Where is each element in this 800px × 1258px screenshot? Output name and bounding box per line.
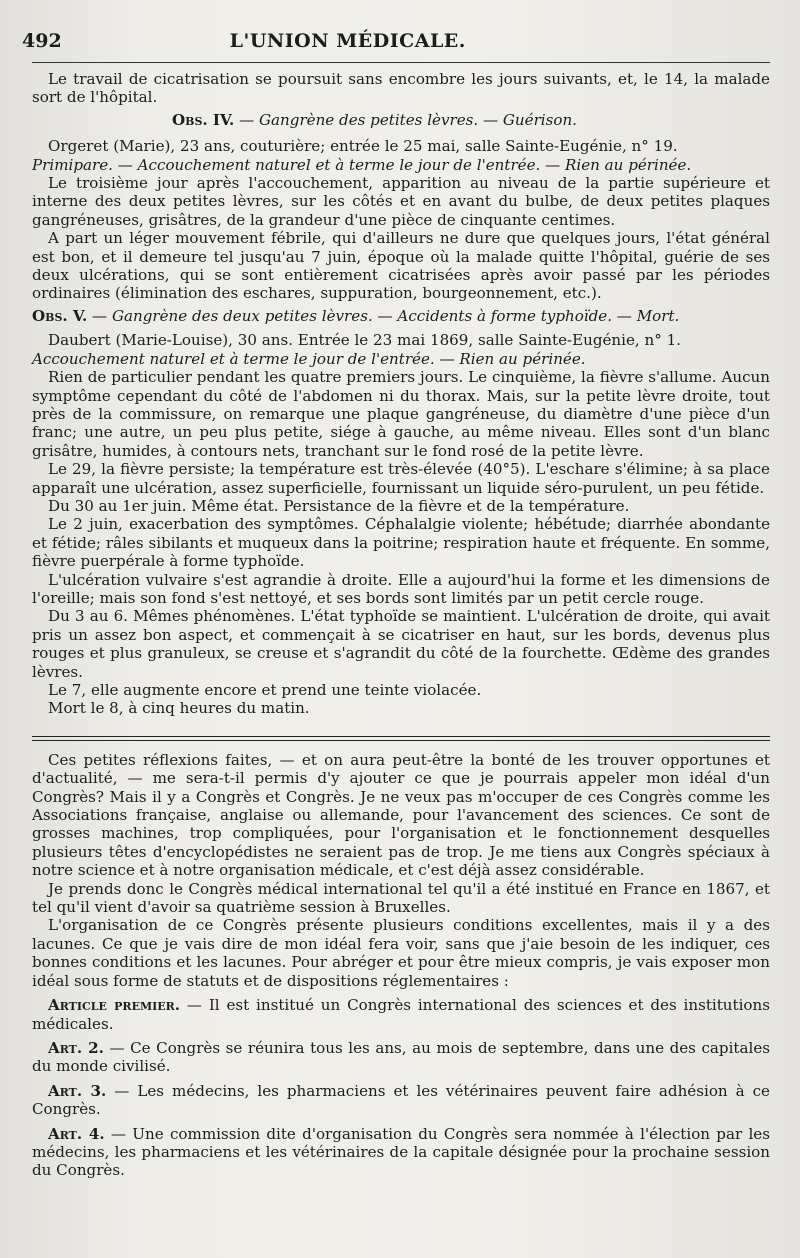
article-1: Article premier. — Il est institué un Congrès international des sciences et des institutions médicales. — [32, 996, 770, 1033]
paragraph: Du 3 au 6. Mêmes phénomènes. L'état typhoïde se maintient. L'ulcération de droite, qui avait pris un assez bon aspect, et commençait à se cicatriser en haut, sur les bords, devenus plus rouges et plus granuleux, se creuse et s'agrandit du côté de la fourchette. Œdème des grandes lèvres. — [32, 607, 770, 681]
paragraph: Accouchement naturel et à terme le jour de l'entrée. — Rien au périnée. — [32, 349, 586, 368]
paragraph: Rien de particulier pendant les quatre premiers jours. Le cinquième, la fièvre s'allume. Aucun symptôme cependant du côté de l'abdomen ni du thorax. Mais, sur la petite lèvre droite, tout près de la commissure, on remarque une plaque gangréneuse, du diamètre d'une pièce d'un franc; une autre, un peu plus petite, siége à gauche, au même niveau. Elles sont d'un blanc grisâtre, humides, à contours nets, tranchant sur le fond rosé de la petite lèvre. — [32, 368, 770, 460]
page-number: 492 — [22, 30, 62, 52]
paragraph: Je prends donc le Congrès médical international tel qu'il a été institué en France en 1867, et tel qu'il vient d'avoir sa quatrième session à Bruxelles. — [32, 879, 770, 917]
journal-title: L'UNION MÉDICALE. — [229, 30, 466, 52]
paragraph: Le 2 juin, exacerbation des symptômes. Céphalalgie violente; hébétude; diarrhée abondante et fétide; râles sibilants et muqueux dans la poitrine; respiration haute et fréquente. En somme, fièvre puerpérale à forme typhoïde. — [32, 515, 770, 571]
article-4: Art. 4. — Une commission dite d'organisation du Congrès sera nommée à l'élection par les médecins, les pharmaciens et les vétérinaires de la capitale désignée pour la prochaine session du Congrès. — [32, 1124, 770, 1180]
paragraph: Du 30 au 1er juin. Même état. Persistance de la fièvre et de la température. — [48, 496, 630, 515]
article-body — [32, 70, 770, 1180]
paragraph: L'organisation de ce Congrès présente plusieurs conditions excellentes, mais il y a des lacunes. Ce que je vais dire de mon idéal fera voir, sans que j'aie besoin de les indiquer, ces bonnes conditions et les lacunes. Pour abréger et pour être mieux compris, je vais exposer mon idéal sous forme de statuts et de dispositions réglementaires : — [32, 916, 770, 990]
paragraph: Primipare. — Accouchement naturel et à terme le jour de l'entrée. — Rien au périnée. — [32, 155, 692, 174]
article-2: Art. 2. — Ce Congrès se réunira tous les ans, au mois de septembre, dans une des capitales du monde civilisé. — [32, 1038, 770, 1076]
paragraph: Le 7, elle augmente encore et prend une teinte violacée. — [48, 681, 482, 699]
running-header — [22, 26, 770, 56]
section-divider — [32, 736, 770, 741]
paragraph: Mort le 8, à cinq heures du matin. — [48, 699, 310, 718]
paragraph: L'ulcération vulvaire s'est agrandie à droite. Elle a aujourd'hui la forme et les dimensions de l'oreille; mais son fond s'est nettoyé, et ses bords sont limités par un petit cercle rouge. — [32, 570, 770, 607]
observation-heading-4: Obs. IV. — Gangrène des petites lèvres. — Guérison. — [172, 110, 577, 129]
article-3: Art. 3. — Les médecins, les pharmaciens et les vétérinaires peuvent faire adhésion à ce Congrès. — [32, 1081, 770, 1119]
paragraph: Le travail de cicatrisation se poursuit sans encombre les jours suivants, et, le 14, la malade sort de l'hôpital. — [32, 70, 770, 107]
paragraph: Daubert (Marie-Louise), 30 ans. Entrée le 23 mai 1869, salle Sainte-Eugénie, n° 1. — [48, 331, 681, 350]
paragraph: A part un léger mouvement fébrile, qui d'ailleurs ne dure que quelques jours, l'état général est bon, et il demeure tel jusqu'au 7 juin, époque où la malade quitte l'hôpital, guérie de ses deux ulcérations, qui se sont entièrement cicatrisées après avoir passé par les périodes ordinaires (élimination des eschares, suppuration, bourgeonnement, etc.). — [32, 229, 770, 303]
paragraph: Ces petites réflexions faites, — et on aura peut-être la bonté de les trouver opportunes et d'actualité, — me sera-t-il permis d'y ajouter ce que je pourrais appeler mon idéal d'un Congrès? Mais il y a Congrès et Congrès. Je ne veux pas m'occuper de ces Congrès comme les Associations française, anglaise ou allemande, pour l'avancement des sciences. Ce sont de grosses machines, trop compliquées, pour l'organisation et le fonctionnement desquelles plusieurs têtes d'encyclopédistes ne seraient pas de trop. Je me tiens aux Congrès spéciaux à notre science et à notre organisation médicale, et c'est déjà assez considérable. — [32, 750, 770, 880]
paragraph: Le 29, la fièvre persiste; la température est très-élevée (40°5). L'eschare s'élimine; à sa place apparaît une ulcération, assez superficielle, fournissant un liquide séro-purulent, un peu fétide. — [32, 460, 770, 497]
paragraph: Orgeret (Marie), 23 ans, couturière; entrée le 25 mai, salle Sainte-Eugénie, n° 19. — [48, 137, 678, 156]
header-rule — [32, 62, 770, 63]
paragraph: Le troisième jour après l'accouchement, apparition au niveau de la partie supérieure et interne des deux petites lèvres, sur les côtés et en avant du bulbe, de deux petites plaques gangréneuses, grisâtres, de la grandeur d'une pièce de cinquante centimes. — [32, 174, 770, 229]
observation-heading-5: Obs. V. — Gangrène des deux petites lèvres. — Accidents à forme typhoïde. — Mort. — [32, 306, 680, 325]
